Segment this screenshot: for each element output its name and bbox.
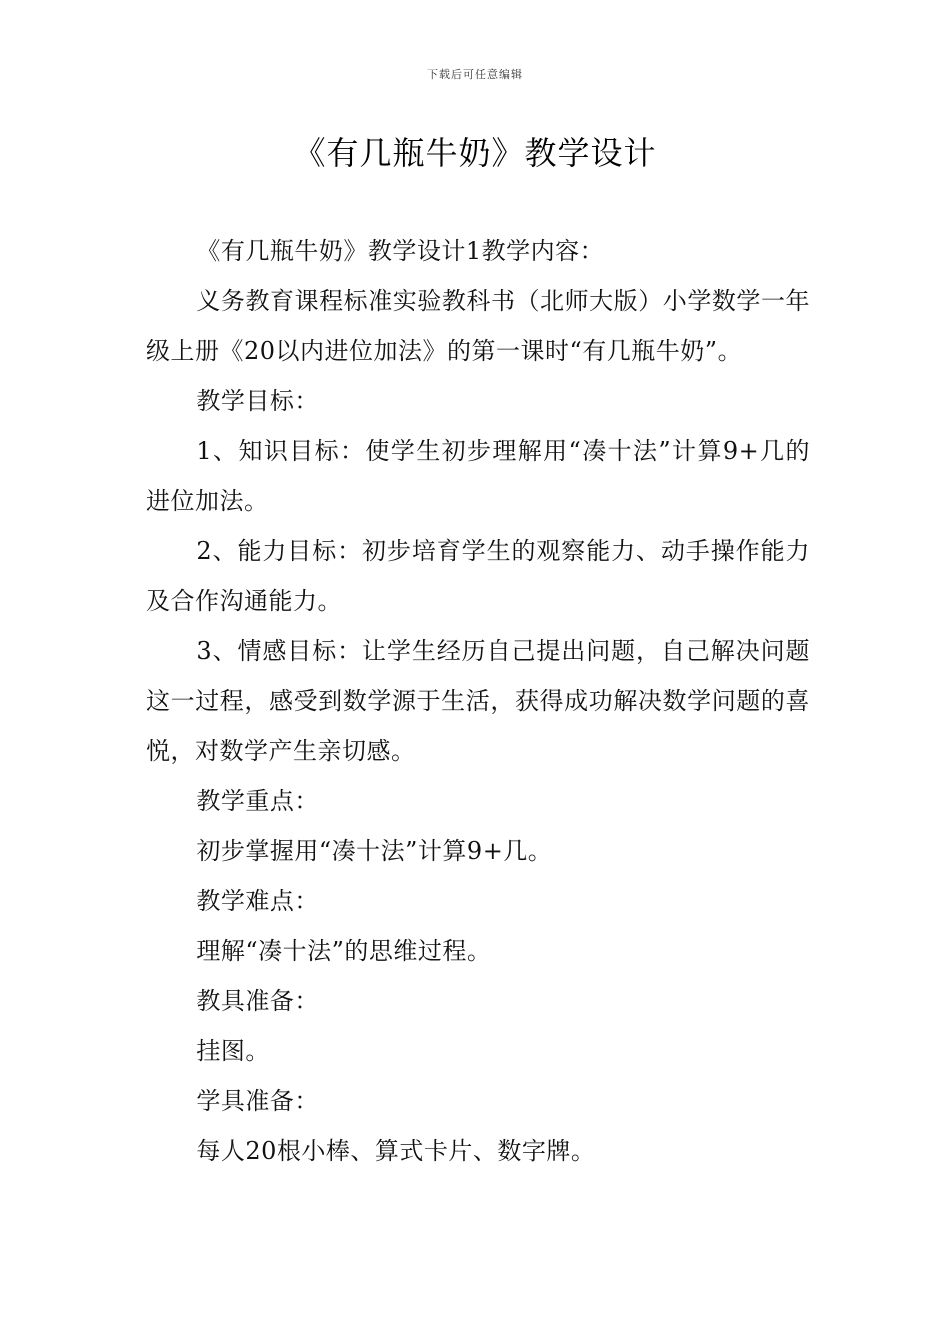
paragraph-difficulties-heading: 教学难点： — [196, 887, 319, 915]
paragraph-key-points-heading: 教学重点： — [196, 787, 319, 815]
paragraph-learning-aids-heading: 学具准备： — [196, 1087, 319, 1115]
paragraph-objective-knowledge: 1、知识目标：使学生初步理解用“凑十法”计算9+几的进位加法。 — [146, 437, 810, 515]
paragraph-content-detail: 义务教育课程标准实验教科书（北师大版）小学数学一年级上册《20以内进位加法》的第一课时“有几瓶牛奶”。 — [146, 287, 810, 365]
paragraph-content-heading: 《有几瓶牛奶》教学设计1教学内容： — [196, 237, 605, 265]
page-header-note: 下载后可任意编辑 — [427, 68, 523, 81]
paragraph-objectives-heading: 教学目标： — [196, 387, 319, 415]
paragraph-objective-ability: 2、能力目标：初步培育学生的观察能力、动手操作能力及合作沟通能力。 — [146, 537, 810, 615]
paragraph-teaching-aids-heading: 教具准备： — [196, 987, 319, 1015]
paragraph-learning-aids: 每人20根小棒、算式卡片、数字牌。 — [196, 1137, 596, 1165]
paragraph-objective-emotion: 3、情感目标：让学生经历自己提出问题，自己解决问题这一过程，感受到数学源于生活，获得成功解决数学问题的喜悦，对数学产生亲切感。 — [146, 637, 810, 765]
paragraph-key-points: 初步掌握用“凑十法”计算9+几。 — [196, 837, 553, 865]
document-body — [146, 226, 810, 1176]
paragraph-teaching-aids: 挂图。 — [196, 1037, 270, 1065]
document-title: 《有几瓶牛奶》教学设计 — [293, 134, 657, 172]
paragraph-difficulties: 理解“凑十法”的思维过程。 — [196, 937, 492, 965]
